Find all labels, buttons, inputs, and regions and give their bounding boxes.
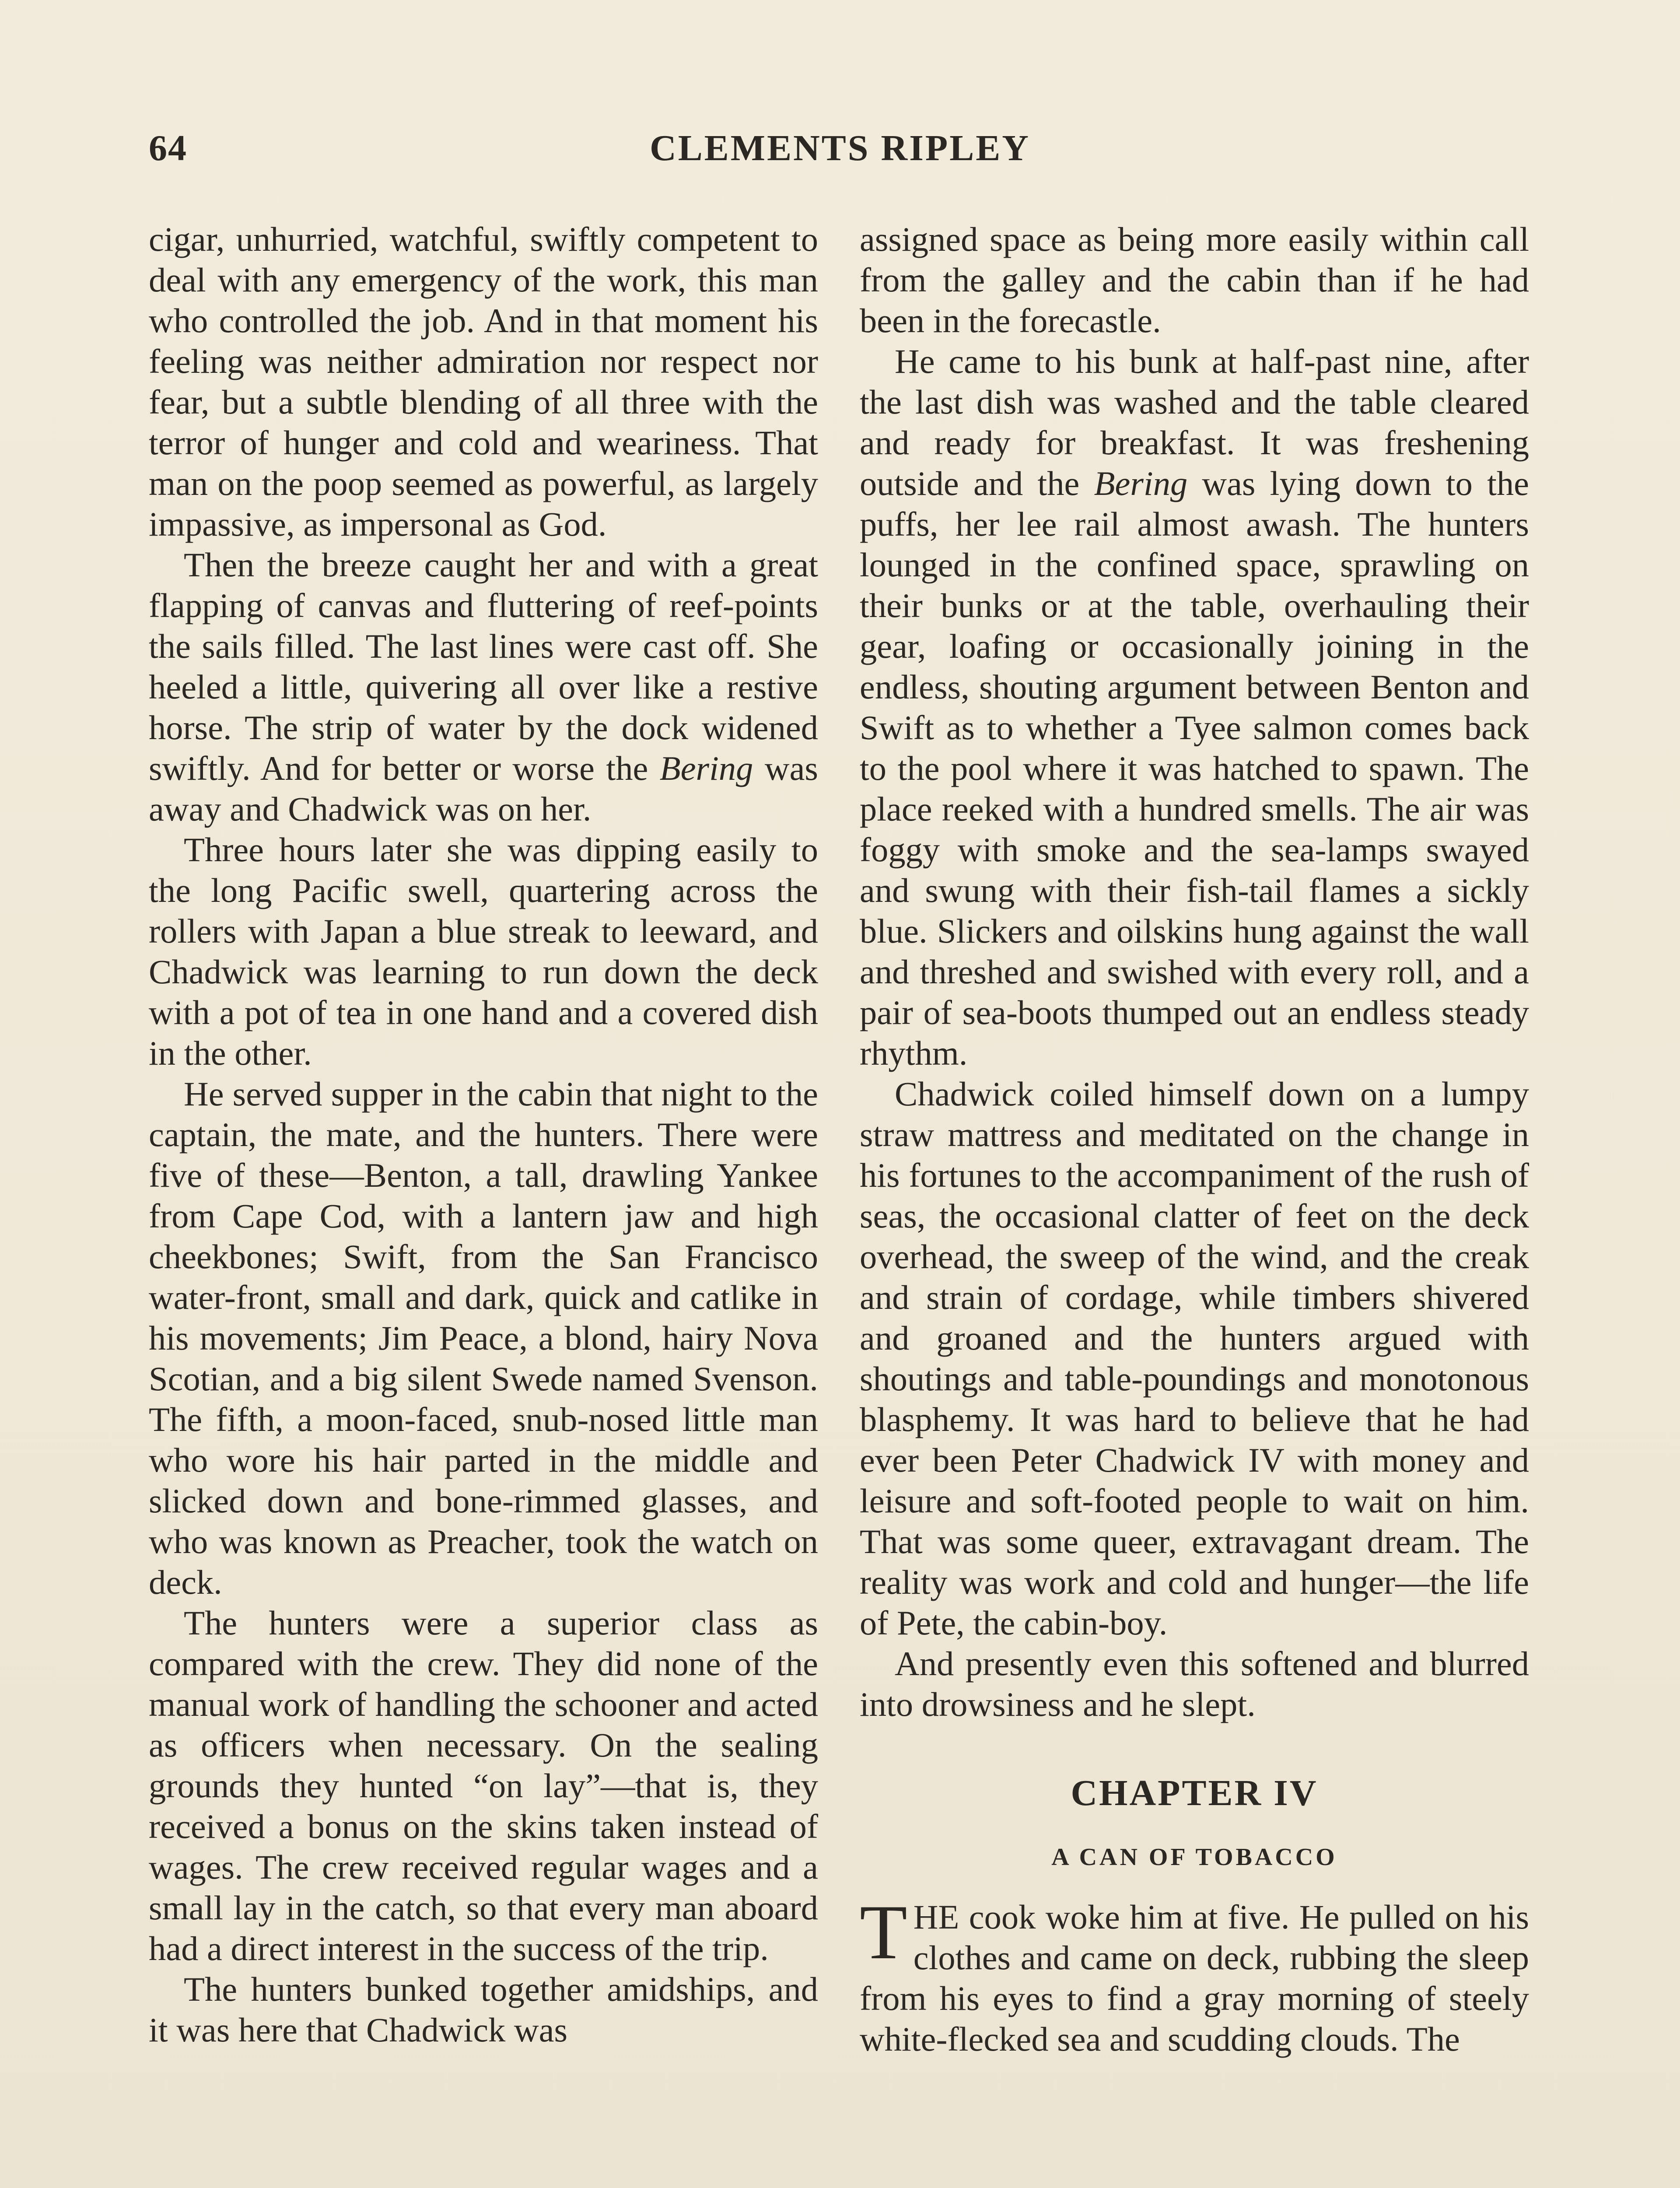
paragraph: cigar, unhurried, watchful, swiftly competent to deal with any emergency of the work, this man who controlled the job. And in that moment his feeling was neither admiration nor respect nor fear, but a subtle blending of all three with the terror of hunger and cold and weariness. That man on the poop seemed as powerful, as largely impassive, as impersonal as God. — [149, 220, 818, 543]
ship-name: Bering — [659, 749, 753, 787]
drop-cap: T — [860, 1889, 907, 1975]
paragraph: The hunters were a superior class as compared with the crew. They did none of the manual work of handling the schooner and acted as officers when necessary. On the sealing grounds they hunted “on lay”—that is, they received a bonus on the skins taken instead of wages. The crew received regular wages and a small lay in the catch, so that every man aboard had a direct interest in the success of the trip. — [149, 1604, 818, 1967]
paragraph-text: was lying down to the puffs, her lee rail almost awash. The hunters lounged in the confined space, sprawling on their bunks or at the table, overhauling their gear, loafing or occasionally joining in the endless, shouting argument between Benton and Swift as to whether a Tyee salmon comes back to the pool where it was hatched to spawn. The place reeked with a hundred smells. The air was foggy with smoke and the sea-lamps swayed and swung with their fish-tail flames a sickly blue. Slickers and oilskins hung against the wall and threshed and swished with every roll, and a pair of sea-boots thumped out an endless steady rhythm. — [860, 464, 1529, 1072]
chapter-opening-paragraph — [860, 1889, 1529, 2059]
chapter-title: CHAPTER IV — [1071, 1773, 1318, 1813]
chapter-subtitle: A CAN OF TOBACCO — [1051, 1844, 1337, 1871]
paragraph: And presently even this softened and blurred into drowsiness and he slept. — [860, 1645, 1529, 1723]
page-header — [149, 127, 1531, 179]
paragraph: The hunters bunked together amidships, and it was here that Chadwick was — [149, 1970, 818, 2049]
paragraph: assigned space as being more easily within call from the galley and the cabin than if he had been in the forecastle. — [860, 220, 1529, 340]
paragraph: Chadwick coiled himself down on a lumpy straw mattress and meditated on the change in his fortunes to the accompaniment of the rush of seas, the occasional clatter of feet on the deck overhead, the sweep of the wind, and the creak and strain of cordage, while timbers shivered and groaned and the hunters argued with shoutings and table-poundings and monotonous blasphemy. It was hard to believe that he had ever been Peter Chadwick IV with money and leisure and soft-footed people to wait on him. That was some queer, extravagant dream. The reality was work and cold and hunger—the life of Pete, the cabin-boy. — [860, 1075, 1529, 1642]
paragraph — [860, 341, 1529, 1073]
paragraph: Three hours later she was dipping easily to the long Pacific swell, quartering across the rollers with Japan a blue streak to leeward, and Chadwick was learning to run down the deck with a pot of tea in one hand and a covered dish in the other. — [149, 831, 818, 1072]
running-title: CLEMENTS RIPLEY — [650, 128, 1030, 168]
paragraph: He served supper in the cabin that night to the captain, the mate, and the hunters. There were five of these—Benton, a tall, drawling Yankee from Cape Cod, with a lantern jaw and high cheekbones; Swift, from the San Francisco water-front, small and dark, quick and catlike in his movements; Jim Peace, a blond, hairy Nova Scotian, and a big silent Swede named Svenson. The fifth, a moon-faced, snub-nosed little man who wore his hair parted in the middle and slicked down and bone-rimmed glasses, and who was known as Preacher, took the watch on deck. — [149, 1075, 818, 1601]
left-column — [149, 219, 818, 2050]
paragraph-text: HE cook woke him at five. He pulled on his clothes and came on deck, rubbing the sleep from his eyes to find a gray morning of steely white-flecked sea and scudding clouds. The — [860, 1898, 1529, 2058]
right-column — [860, 219, 1529, 2059]
page-number: 64 — [149, 128, 187, 168]
paragraph — [149, 544, 818, 829]
paragraph-text: He came to his bunk at half-past nine, after the last dish was washed and the table cleared and ready for breakfast. It was freshening outside and the — [860, 342, 1529, 502]
paragraph-text: was away and Chadwick was on her. — [149, 749, 818, 828]
paragraph-text: Then the breeze caught her and with a great flapping of canvas and fluttering of reef-points the sails filled. The last lines were cast off. She heeled a little, quivering all over like a restive horse. The strip of water by the dock widened swiftly. And for better or worse the — [149, 546, 818, 787]
ship-name: Bering — [1094, 464, 1188, 502]
